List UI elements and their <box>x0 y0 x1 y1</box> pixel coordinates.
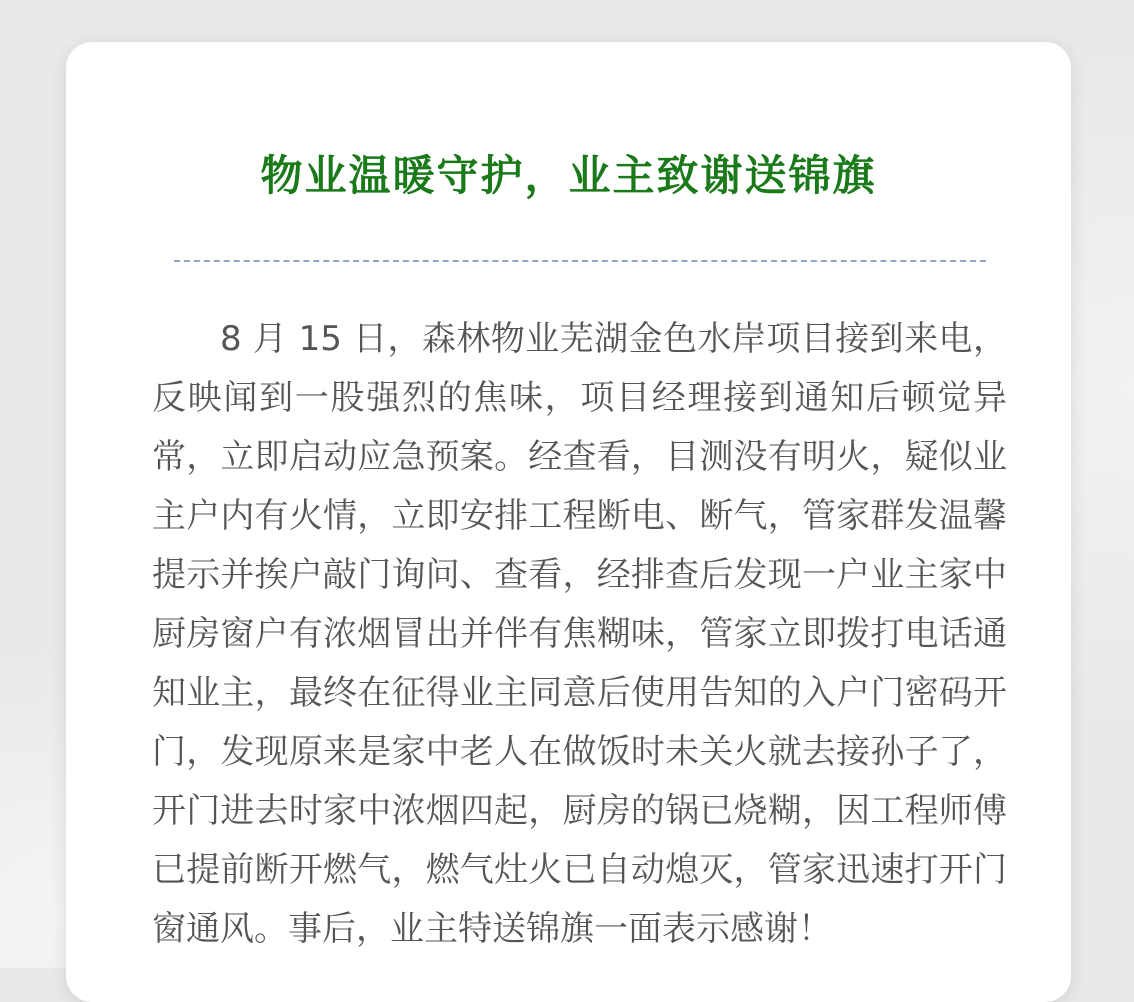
article-body: 8 月 15 日，森林物业芜湖金色水岸项目接到来电，反映闻到一股强烈的焦味，项目经理接到通知后顿觉异常，立即启动应急预案。经查看，目测没有明火，疑似业主户内有火情，立即安排工程断电、断气，管家群发温馨提示并挨户敲门询问、查看，经排查后发现一户业主家中厨房窗户有浓烟冒出并伴有焦糊味，管家立即拨打电话通知业主，最终在征得业主同意后使用告知的入户门密码开门，发现原来是家中老人在做饭时未关火就去接孙子了，开门进去时家中浓烟四起，厨房的锅已烧糊，因工程师傅已提前断开燃气，燃气灶火已自动熄灭，管家迅速打开门窗通风。事后，业主特送锦旗一面表示感谢！ <box>152 319 1007 949</box>
title-divider <box>174 260 986 262</box>
article-title: 物业温暖守护，业主致谢送锦旗 <box>260 151 877 200</box>
article-card <box>66 42 1071 1002</box>
